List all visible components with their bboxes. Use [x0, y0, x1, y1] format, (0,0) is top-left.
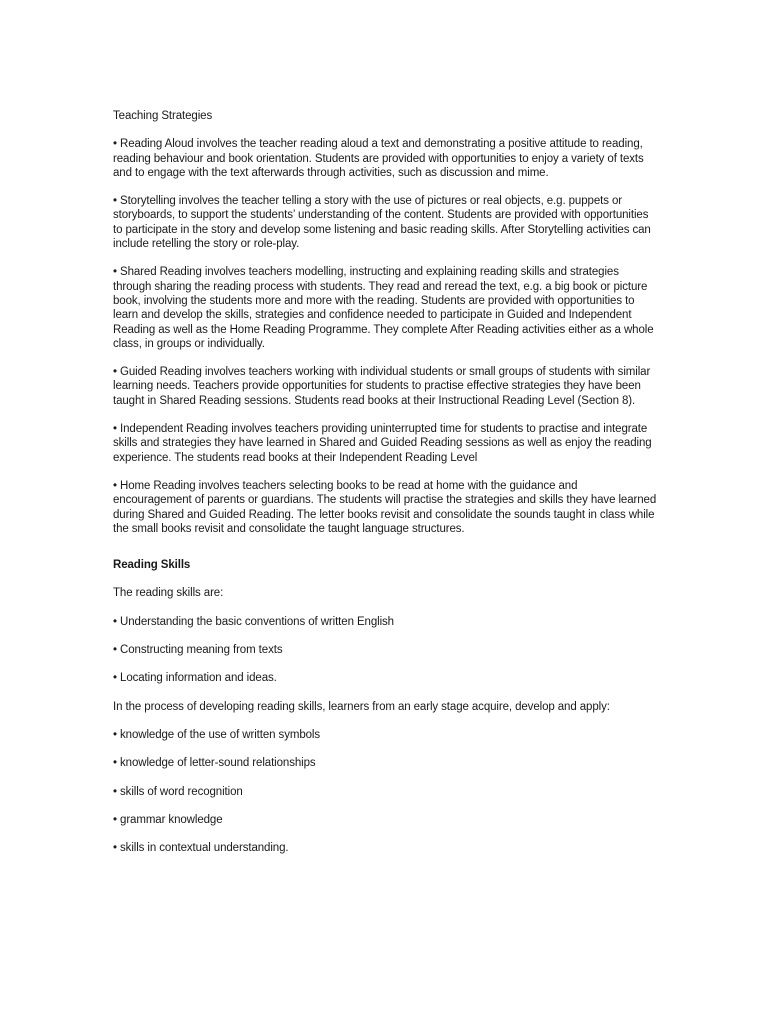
process-item: • knowledge of letter-sound relationships: [113, 757, 316, 770]
reading-skills-intro: The reading skills are:: [113, 587, 224, 600]
strategy-reading-aloud: • Reading Aloud involves the teacher reading aloud a text and demonstrating a positive attitude to reading, reading behaviour and book orientation. Students are provided with opportunities to enjoy a variety of texts and to engage with the text afterwards through activities, such as discussion and mime.: [113, 138, 644, 179]
strategy-independent-reading: • Independent Reading involves teachers providing uninterrupted time for students to practise and integrate skills and strategies they have learned in Shared and Guided Reading sessions as well as enjoy the reading experience. The students read books at their Independent Reading Level: [113, 423, 652, 464]
process-item: • grammar knowledge: [113, 813, 223, 826]
process-intro: In the process of developing reading skills, learners from an early stage acquire, develop and apply:: [113, 700, 610, 713]
process-item: • knowledge of the use of written symbols: [113, 728, 321, 741]
reading-skill-item: • Understanding the basic conventions of written English: [113, 615, 394, 628]
process-item: • skills in contextual understanding.: [113, 842, 289, 855]
strategy-guided-reading: • Guided Reading involves teachers working with individual students or small groups of students with similar learning needs. Teachers provide opportunities for students to practise effective strategies they have been taught in Shared Reading sessions. Students read books at their Instructional Reading Level (Section 8).: [113, 366, 651, 407]
section-heading-reading-skills: Reading Skills: [113, 559, 191, 572]
section-title-teaching-strategies: Teaching Strategies: [113, 110, 213, 122]
process-item: • skills of word recognition: [113, 785, 243, 798]
strategy-storytelling: • Storytelling involves the teacher telling a story with the use of pictures or real objects, e.g. puppets or storyboards, to support the students’ understanding of the content. Students are provided with opportunities to participate in the story and develop some listening and basic reading skills. After Storytelling activities can include retelling the story or role-play.: [113, 195, 651, 251]
strategy-shared-reading: • Shared Reading involves teachers modelling, instructing and explaining reading skills and strategies through sharing the reading process with students. They read and reread the text, e.g. a big book or picture book, involving the students more and more with the reading. Students are provided with opportunities to learn and develop the skills, strategies and confidence needed to participate in Guided and Independent Reading as well as the Home Reading Programme. They complete After Reading activities either as a whole class, in groups or individually.: [113, 266, 654, 350]
reading-skill-item: • Locating information and ideas.: [113, 672, 277, 685]
reading-skill-item: • Constructing meaning from texts: [113, 644, 283, 657]
document-page: [113, 109, 658, 869]
strategy-home-reading: • Home Reading involves teachers selecting books to be read at home with the guidance and encouragement of parents or guardians. The students will practise the strategies and skills they have learned during Shared and Guided Reading. The letter books revisit and consolidate the sounds taught in class while the small books revisit and consolidate the taught language structures.: [113, 479, 657, 535]
